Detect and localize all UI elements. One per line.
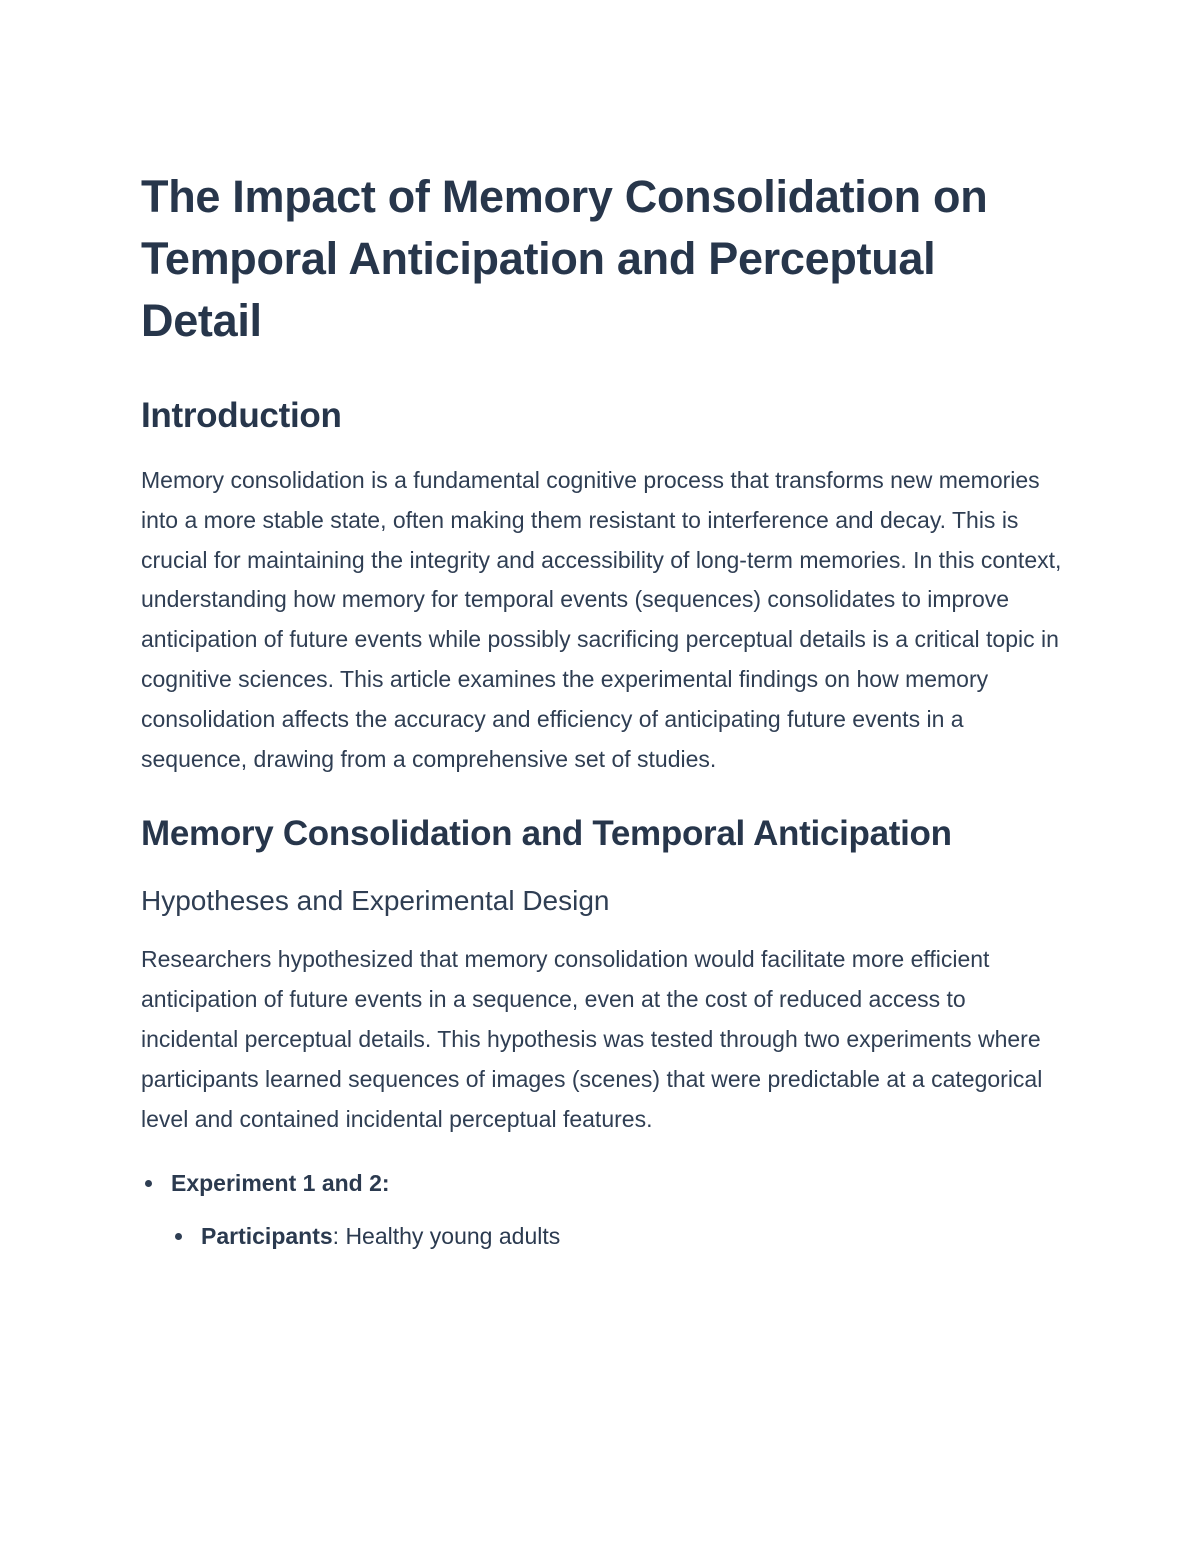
participants-colon: : bbox=[332, 1223, 346, 1250]
bullet-icon bbox=[175, 1233, 182, 1240]
document-page bbox=[141, 166, 1066, 1254]
introduction-heading: Introduction bbox=[141, 396, 342, 435]
memory-consolidation-heading: Memory Consolidation and Temporal Anticipation bbox=[141, 814, 952, 854]
participants-text: Healthy young adults bbox=[345, 1223, 561, 1250]
document-title: The Impact of Memory Consolidation on Temporal Anticipation and Perceptual Detail bbox=[141, 171, 988, 346]
experiment-label: Experiment 1 and 2: bbox=[171, 1170, 390, 1197]
experiment-list bbox=[141, 1165, 1066, 1254]
introduction-paragraph: Memory consolidation is a fundamental cognitive process that transforms new memories into a more stable state, often making them resistant to interference and decay. This is crucial for maintaining the integrity and accessibility of long-term memories. In this context, understanding how memory for temporal events (sequences) consolidates to improve anticipation of future events while possibly sacrificing perceptual details is a critical topic in cognitive sciences. This article examines the experimental findings on how memory consolidation affects the accuracy and efficiency of anticipating future events in a sequence, drawing from a comprehensive set of studies. bbox=[141, 467, 1062, 772]
hypotheses-paragraph: Researchers hypothesized that memory consolidation would facilitate more efficient anticipation of future events in a sequence, even at the cost of reduced access to incidental perceptual details. This hypothesis was tested through two experiments where participants learned sequences of images (scenes) that were predictable at a categorical level and contained incidental perceptual features. bbox=[141, 946, 1043, 1132]
list-item bbox=[141, 1165, 1066, 1254]
bullet-icon bbox=[145, 1180, 152, 1187]
experiment-sublist bbox=[171, 1218, 1066, 1254]
hypotheses-subheading: Hypotheses and Experimental Design bbox=[141, 885, 610, 917]
list-item bbox=[171, 1218, 1066, 1254]
participants-label: Participants bbox=[201, 1223, 333, 1250]
